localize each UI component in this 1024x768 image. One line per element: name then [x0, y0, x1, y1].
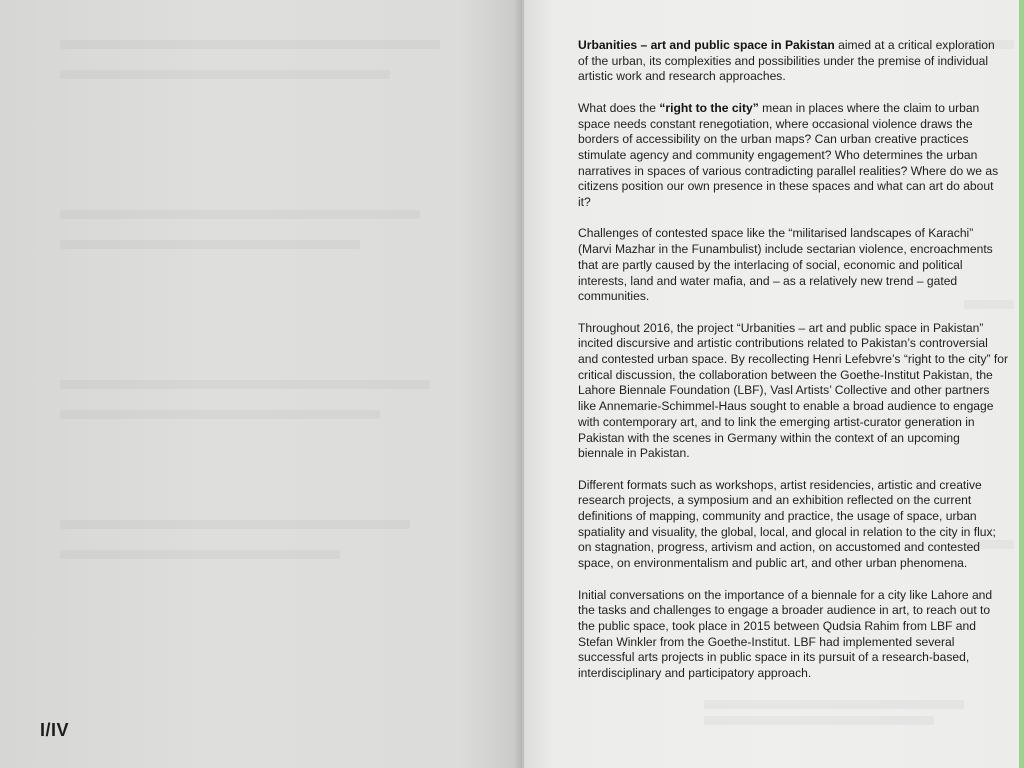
page-edge-stripe — [1019, 0, 1024, 768]
paragraph-initial-conversations: Initial conversations on the importance of a biennale for a city like Lahore and the tasks and challenges to engage a broader audience in art, to reach out to the public space, took place in 2015 between Qudsia Rahim from LBF and Stefan Winkler from the Goethe-Institut. LBF had implemented several successful arts projects in public space in its pursuit of a research-based, interdisciplinary and participatory approach. — [578, 587, 993, 681]
right-to-the-city-phrase: “right to the city” — [659, 100, 759, 115]
body-text — [578, 38, 1008, 697]
paragraph-challenges: Challenges of contested space like the “militarised landscapes of Karachi” (Marvi Mazhar in the Funambulist) include sectarian violence, encroachments that are partly caused by the interlacing of social, economic and political interests, land and water mafia, and – as a relatively new trend – gated communities. — [578, 226, 993, 304]
questions-text: mean in places where the claim to urban space needs constant renegotiation, where occasional violence draws the borders of accessibility on the urban maps? Can urban creative practices stimulate agency and community engagement? Who determines the urban narratives in spaces of various contradicting parallel realities? Where do we as citizens position our own presence in these spaces and what can art do about it? — [578, 100, 999, 210]
questions-lead: What does the — [578, 100, 660, 115]
page-number: I/IV — [40, 720, 70, 740]
paragraph-intro — [578, 38, 1008, 85]
intro-text: aimed at a critical exploration of the urban, its complexities and possibilities under the premise of individual artistic work and research approaches. — [578, 38, 995, 84]
project-title: Urbanities – art and public space in Pakistan — [578, 38, 835, 52]
paragraph-formats: Different formats such as workshops, artist residencies, artistic and creative research projects, a symposium and an exhibition reflected on the current definitions of mapping, community and practice, the usage of space, urban spatiality and visuality, the global, local, and glocal in relation to the city in flux; on stagnation, progress, artivism and action, on accustomed and contested space, on environmentalism and public art, and other urban phenomena. — [578, 477, 996, 571]
paragraph-project-2016: Throughout 2016, the project “Urbanities – art and public space in Pakistan” incited discursive and artistic contributions related to Pakistan’s controversial and contested urban space. By recollecting Henri Lefebvre’s “right to the city” for critical discussion, the collaboration between the Goethe-Institut Pakistan, the Lahore Biennale Foundation (LBF), Vasl Artists’ Collective and other partners like Annemarie-Schimmel-Haus sought to enable a broad audience to engage with contemporary art, and to link the emerging artist-curator generation in Pakistan with the scenes in Germany within the context of an upcoming biennale in Pakistan. — [578, 320, 1009, 461]
paragraph-questions — [578, 101, 1008, 211]
